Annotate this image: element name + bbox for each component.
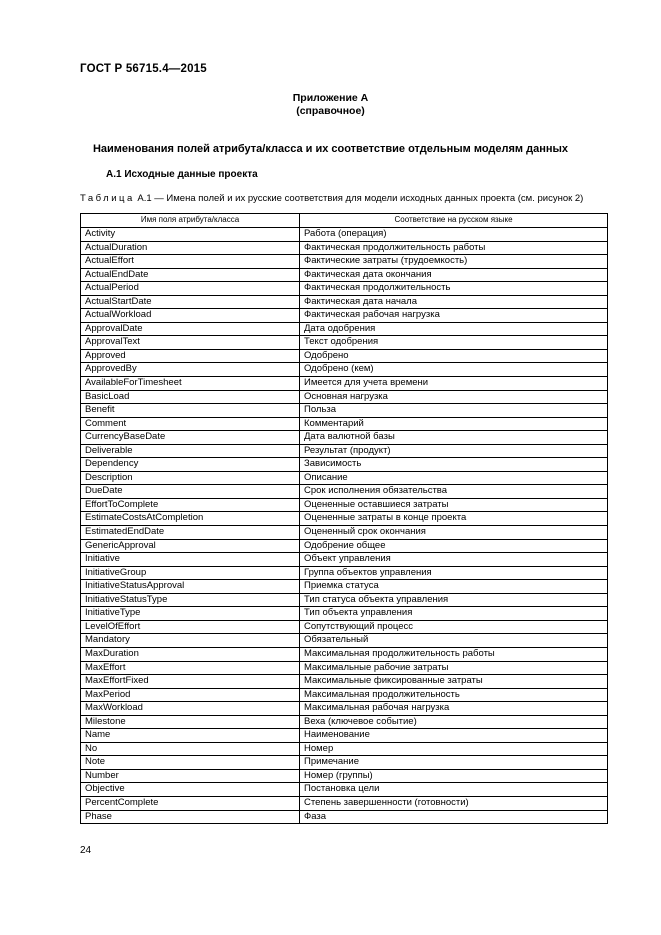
russian-equivalent-cell: Максимальная продолжительность	[300, 688, 608, 702]
field-name-cell: Phase	[81, 810, 300, 824]
table-row	[81, 634, 608, 648]
russian-equivalent-cell: Тип статуса объекта управления	[300, 593, 608, 607]
table-row	[81, 458, 608, 472]
field-name-cell: Activity	[81, 228, 300, 242]
table-row	[81, 729, 608, 743]
table-row	[81, 295, 608, 309]
russian-equivalent-cell: Номер (группы)	[300, 769, 608, 783]
field-name-cell: EstimatedEndDate	[81, 526, 300, 540]
russian-equivalent-cell: Дата валютной базы	[300, 431, 608, 445]
field-name-cell: ApprovedBy	[81, 363, 300, 377]
russian-equivalent-cell: Объект управления	[300, 553, 608, 567]
table-row	[81, 228, 608, 242]
table-row	[81, 553, 608, 567]
table-row	[81, 241, 608, 255]
field-name-cell: InitiativeStatusType	[81, 593, 300, 607]
page-number: 24	[80, 845, 92, 856]
russian-equivalent-cell: Фактическая дата начала	[300, 295, 608, 309]
russian-equivalent-cell: Фактическая рабочая нагрузка	[300, 309, 608, 323]
header-russian-equivalent: Соответствие на русском языке	[300, 214, 608, 228]
russian-equivalent-cell: Одобрено	[300, 349, 608, 363]
russian-equivalent-cell: Одобрение общее	[300, 539, 608, 553]
table-caption-text: А.1 — Имена полей и их русские соответствия для модели исходных данных проекта (см. рисунок 2)	[137, 193, 584, 204]
field-name-cell: ActualDuration	[81, 241, 300, 255]
table-row	[81, 526, 608, 540]
field-name-cell: ActualPeriod	[81, 282, 300, 296]
russian-equivalent-cell: Группа объектов управления	[300, 566, 608, 580]
field-name-cell: Note	[81, 756, 300, 770]
table-row	[81, 498, 608, 512]
russian-equivalent-cell: Польза	[300, 404, 608, 418]
russian-equivalent-cell: Примечание	[300, 756, 608, 770]
russian-equivalent-cell: Максимальные фиксированные затраты	[300, 675, 608, 689]
russian-equivalent-cell: Срок исполнения обязательства	[300, 485, 608, 499]
table-row	[81, 688, 608, 702]
appendix-type: (справочное)	[296, 105, 365, 117]
appendix-title: Приложение А	[292, 92, 369, 104]
field-name-cell: Initiative	[81, 553, 300, 567]
main-heading: Наименования полей атрибута/класса и их соответствие отдельным моделям данных	[92, 143, 569, 155]
russian-equivalent-cell: Максимальная рабочая нагрузка	[300, 702, 608, 716]
table-row	[81, 675, 608, 689]
table-body	[81, 228, 608, 824]
russian-equivalent-cell: Работа (операция)	[300, 228, 608, 242]
table-row	[81, 715, 608, 729]
table-caption-prefix: Таблица	[80, 193, 135, 204]
field-mapping-table	[80, 213, 608, 824]
table-row	[81, 539, 608, 553]
field-name-cell: Dependency	[81, 458, 300, 472]
russian-equivalent-cell: Фактическая продолжительность работы	[300, 241, 608, 255]
field-name-cell: ApprovalDate	[81, 322, 300, 336]
russian-equivalent-cell: Оцененный срок окончания	[300, 526, 608, 540]
russian-equivalent-cell: Результат (продукт)	[300, 444, 608, 458]
field-name-cell: Objective	[81, 783, 300, 797]
field-name-cell: ApprovalText	[81, 336, 300, 350]
field-name-cell: EffortToComplete	[81, 498, 300, 512]
russian-equivalent-cell: Фактическая дата окончания	[300, 268, 608, 282]
table-row	[81, 282, 608, 296]
table-row	[81, 566, 608, 580]
field-name-cell: MaxEffort	[81, 661, 300, 675]
field-name-cell: MaxEffortFixed	[81, 675, 300, 689]
russian-equivalent-cell: Зависимость	[300, 458, 608, 472]
russian-equivalent-cell: Комментарий	[300, 417, 608, 431]
table-row	[81, 268, 608, 282]
field-name-cell: No	[81, 742, 300, 756]
russian-equivalent-cell: Степень завершенности (готовности)	[300, 796, 608, 810]
russian-equivalent-cell: Фактическая продолжительность	[300, 282, 608, 296]
russian-equivalent-cell: Фаза	[300, 810, 608, 824]
table-row	[81, 607, 608, 621]
table-row	[81, 756, 608, 770]
russian-equivalent-cell: Веха (ключевое событие)	[300, 715, 608, 729]
table-row	[81, 444, 608, 458]
field-name-cell: Comment	[81, 417, 300, 431]
table-row	[81, 377, 608, 391]
russian-equivalent-cell: Основная нагрузка	[300, 390, 608, 404]
table-header-row	[81, 214, 608, 228]
russian-equivalent-cell: Текст одобрения	[300, 336, 608, 350]
field-name-cell: Milestone	[81, 715, 300, 729]
field-name-cell: ActualStartDate	[81, 295, 300, 309]
russian-equivalent-cell: Наименование	[300, 729, 608, 743]
field-name-cell: MaxPeriod	[81, 688, 300, 702]
field-name-cell: InitiativeType	[81, 607, 300, 621]
field-name-cell: Mandatory	[81, 634, 300, 648]
field-name-cell: GenericApproval	[81, 539, 300, 553]
field-name-cell: LevelOfEffort	[81, 620, 300, 634]
table-row	[81, 363, 608, 377]
field-name-cell: Approved	[81, 349, 300, 363]
russian-equivalent-cell: Одобрено (кем)	[300, 363, 608, 377]
table-row	[81, 349, 608, 363]
table-caption	[80, 193, 583, 204]
russian-equivalent-cell: Максимальная продолжительность работы	[300, 647, 608, 661]
table-row	[81, 485, 608, 499]
russian-equivalent-cell: Сопутствующий процесс	[300, 620, 608, 634]
field-name-cell: CurrencyBaseDate	[81, 431, 300, 445]
table-row	[81, 431, 608, 445]
russian-equivalent-cell: Приемка статуса	[300, 580, 608, 594]
appendix-heading	[0, 92, 661, 118]
field-name-cell: Deliverable	[81, 444, 300, 458]
russian-equivalent-cell: Оцененные оставшиеся затраты	[300, 498, 608, 512]
table-row	[81, 404, 608, 418]
russian-equivalent-cell: Номер	[300, 742, 608, 756]
field-name-cell: MaxWorkload	[81, 702, 300, 716]
field-name-cell: ActualEffort	[81, 255, 300, 269]
russian-equivalent-cell: Оцененные затраты в конце проекта	[300, 512, 608, 526]
table-row	[81, 783, 608, 797]
russian-equivalent-cell: Максимальные рабочие затраты	[300, 661, 608, 675]
table-row	[81, 417, 608, 431]
table-row	[81, 593, 608, 607]
table-row	[81, 810, 608, 824]
table-row	[81, 647, 608, 661]
section-heading: А.1 Исходные данные проекта	[106, 169, 258, 180]
field-name-cell: BasicLoad	[81, 390, 300, 404]
table-row	[81, 390, 608, 404]
field-name-cell: Description	[81, 471, 300, 485]
russian-equivalent-cell: Имеется для учета времени	[300, 377, 608, 391]
table-row	[81, 620, 608, 634]
table-row	[81, 336, 608, 350]
field-name-cell: Name	[81, 729, 300, 743]
table-row	[81, 471, 608, 485]
table-row	[81, 255, 608, 269]
table-row	[81, 742, 608, 756]
field-name-cell: Number	[81, 769, 300, 783]
header-field-name: Имя поля атрибута/класса	[81, 214, 300, 228]
russian-equivalent-cell: Описание	[300, 471, 608, 485]
russian-equivalent-cell: Постановка цели	[300, 783, 608, 797]
field-name-cell: EstimateCostsAtCompletion	[81, 512, 300, 526]
field-name-cell: ActualEndDate	[81, 268, 300, 282]
russian-equivalent-cell: Дата одобрения	[300, 322, 608, 336]
russian-equivalent-cell: Фактические затраты (трудоемкость)	[300, 255, 608, 269]
russian-equivalent-cell: Обязательный	[300, 634, 608, 648]
table-row	[81, 512, 608, 526]
russian-equivalent-cell: Тип объекта управления	[300, 607, 608, 621]
field-name-cell: InitiativeGroup	[81, 566, 300, 580]
field-name-cell: PercentComplete	[81, 796, 300, 810]
table-row	[81, 309, 608, 323]
table-row	[81, 769, 608, 783]
field-name-cell: Benefit	[81, 404, 300, 418]
field-name-cell: AvailableForTimesheet	[81, 377, 300, 391]
table-row	[81, 322, 608, 336]
table-row	[81, 796, 608, 810]
field-name-cell: InitiativeStatusApproval	[81, 580, 300, 594]
field-name-cell: MaxDuration	[81, 647, 300, 661]
table-row	[81, 580, 608, 594]
field-name-cell: DueDate	[81, 485, 300, 499]
document-standard-code: ГОСТ Р 56715.4—2015	[80, 63, 207, 75]
table-row	[81, 702, 608, 716]
table-row	[81, 661, 608, 675]
field-name-cell: ActualWorkload	[81, 309, 300, 323]
